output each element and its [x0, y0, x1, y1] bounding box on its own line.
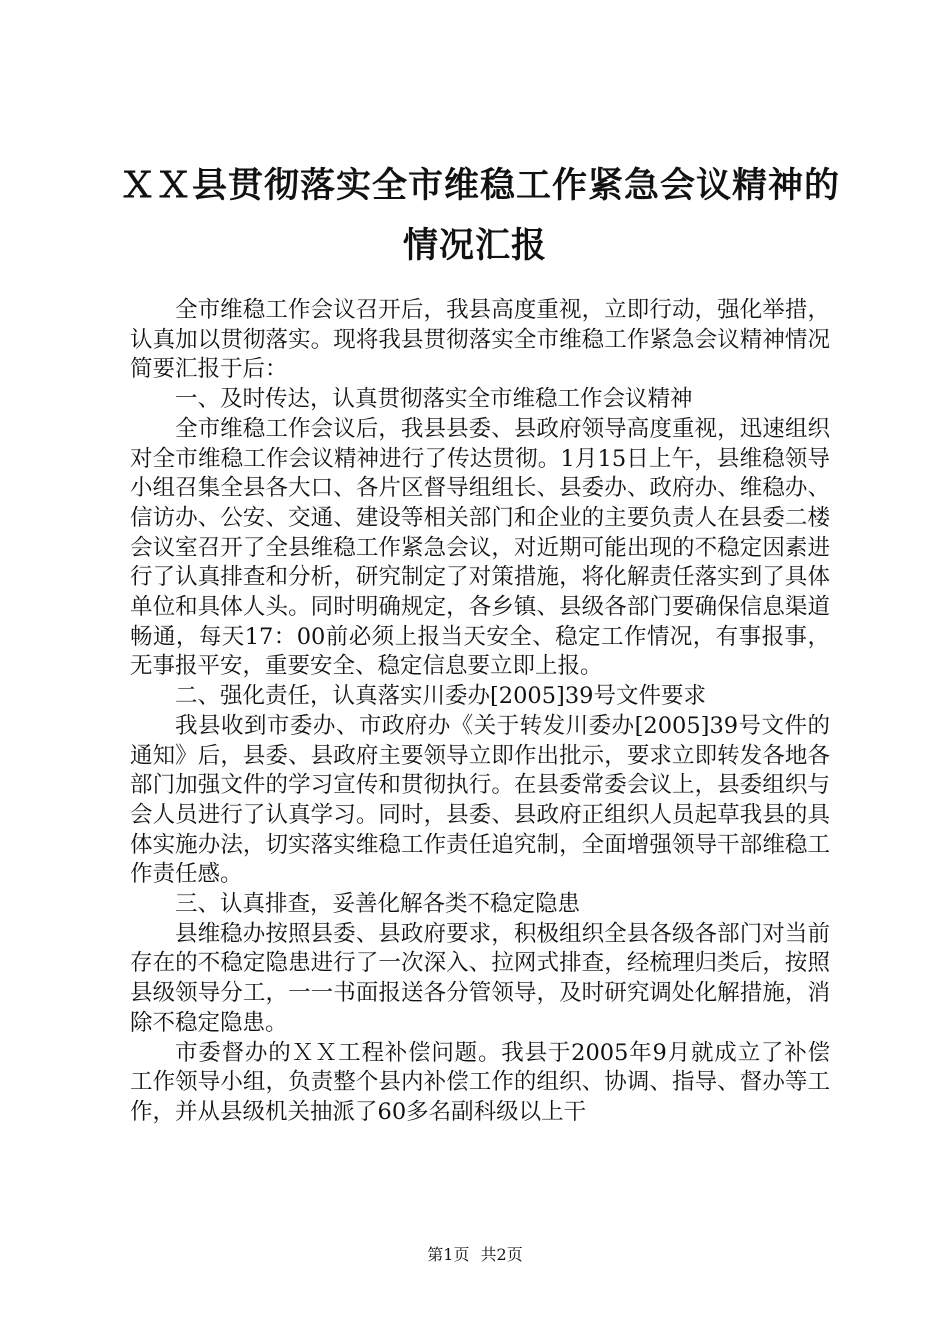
- paragraph: 县维稳办按照县委、县政府要求，积极组织全县各级各部门对当前存在的不稳定隐患进行了一次深入、拉网式排查，经梳理归类后，按照县级领导分工，一一书面报送各分管领导，及时研究调处化解措施，消除不稳定隐患。: [130, 920, 830, 1036]
- section-heading-2: 二、强化责任，认真落实川委办[2005]39号文件要求: [175, 683, 706, 710]
- document-body: [130, 296, 830, 1128]
- section-heading-1: 一、及时传达，认真贯彻落实全市维稳工作会议精神: [175, 386, 693, 413]
- paragraph: 全市维稳工作会议后，我县县委、县政府领导高度重视，迅速组织对全市维稳工作会议精神进行了传达贯彻。1月15日上午，县维稳领导小组召集全县各大口、各片区督导组组长、县委办、政府办、维稳办、信访办、公安、交通、建设等相关部门和企业的主要负责人在县委二楼会议室召开了全县维稳工作紧急会议，对近期可能出现的不稳定因素进行了认真排查和分析，研究制定了对策措施，将化解责任落实到了具体单位和具体人头。同时明确规定，各乡镇、县级各部门要确保信息渠道畅通，每天17：00前必须上报当天安全、稳定工作情况，有事报事，无事报平安，重要安全、稳定信息要立即上报。: [130, 415, 830, 680]
- document-title-line-1: ＸＸ县贯彻落实全市维稳工作紧急会议精神的: [120, 165, 841, 206]
- page-number: 第1页: [427, 1245, 470, 1264]
- page-total: 共2页: [480, 1245, 523, 1264]
- paragraph: 市委督办的ＸＸ工程补偿问题。我县于2005年9月就成立了补偿工作领导小组，负责整个县内补偿工作的组织、协调、指导、督办等工作，并从县级机关抽派了60多名副科级以上干: [130, 1039, 830, 1125]
- paragraph: 我县收到市委办、市政府办《关于转发川委办[2005]39号文件的通知》后，县委、县政府主要领导立即作出批示，要求立即转发各地各部门加强文件的学习宣传和贯彻执行。在县委常委会议上，县委组织与会人员进行了认真学习。同时，县委、县政府正组织人员起草我县的具体实施办法，切实落实维稳工作责任追究制，全面增强领导干部维稳工作责任感。: [130, 712, 830, 888]
- paragraph-intro: 全市维稳工作会议召开后，我县高度重视，立即行动，强化举措，认真加以贯彻落实。现将我县贯彻落实全市维稳工作紧急会议精神情况简要汇报于后：: [130, 297, 830, 383]
- page-footer: [0, 1242, 950, 1265]
- section-heading-3: 三、认真排查，妥善化解各类不稳定隐患: [175, 891, 581, 918]
- document-title-line-2: 情况汇报: [402, 225, 547, 266]
